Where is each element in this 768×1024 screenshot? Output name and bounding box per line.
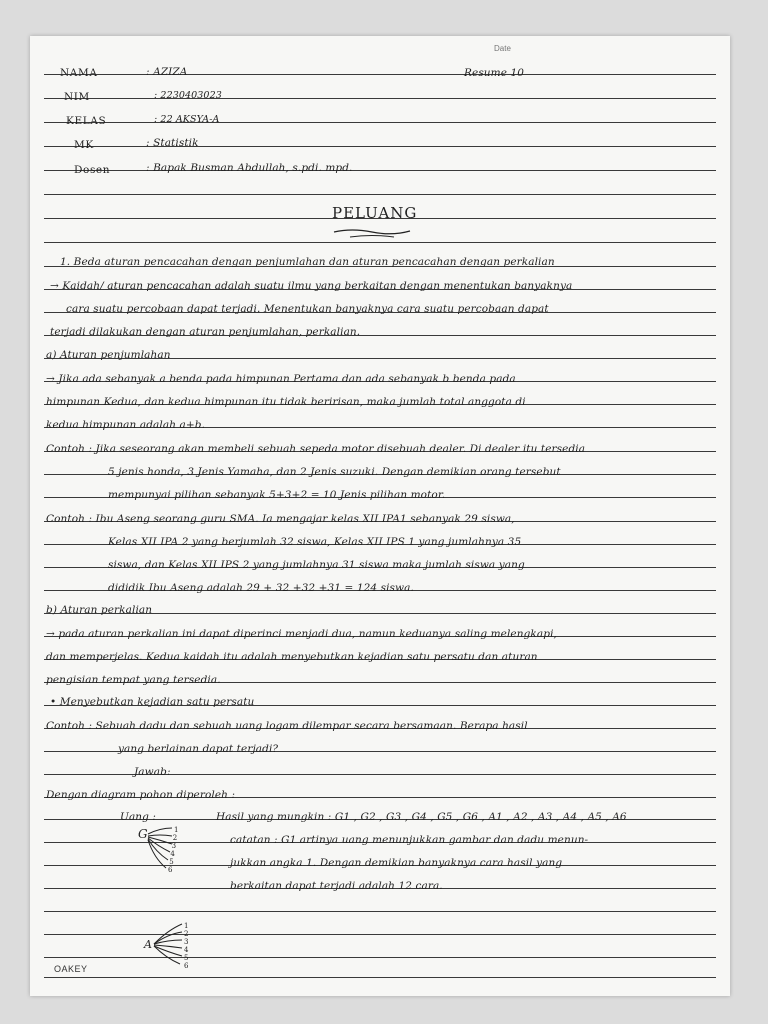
ruled-line — [44, 194, 716, 195]
example-3-line-1: Contoh : Sebuah dadu dan sebuah uang logam dilempar secara bersamaan. Berapa hasil — [46, 720, 528, 732]
tree-g-branch-label: 4 — [170, 850, 175, 858]
page-title: PELUANG — [332, 204, 418, 222]
tree-g-branch-label: 5 — [169, 858, 174, 866]
nim-label: NIM — [64, 91, 90, 103]
brand-logo: OAKEY — [54, 964, 88, 974]
uang-label: Uang : — [120, 811, 157, 823]
tree-g-branch-label: 2 — [172, 834, 178, 842]
example-3-line-2: yang berlainan dapat terjadi? — [118, 743, 279, 755]
tree-a-label: A — [144, 938, 152, 951]
section-b-line-1: → pada aturan perkalian ini dapat diperinci menjadi dua, namun keduanya saling melengkapi, — [46, 628, 557, 640]
answer-label: Jawab: — [134, 766, 171, 778]
section-a-line-3: kedua himpunan adalah a+b. — [46, 419, 206, 431]
example-2-line-1: Contoh : Ibu Aseng seorang guru SMA. Ia mengajar kelas XII IPA1 sebanyak 29 siswa, — [46, 513, 515, 525]
ruled-line — [44, 98, 716, 99]
tree-g-branch-label: 6 — [168, 866, 173, 874]
ruled-line — [44, 74, 716, 75]
title-underline — [332, 226, 412, 240]
tree-a-branch-label: 6 — [184, 962, 189, 970]
resume-label: Resume 10 — [464, 67, 525, 79]
ruled-line — [44, 146, 716, 147]
section-b-line-3: pengisian tempat yang tersedia. — [46, 674, 221, 686]
tree-g-label: G — [138, 827, 148, 841]
example-1-line-3: mempunyai pilihan sebanyak 5+3+2 = 10 Jenis pilihan motor. — [108, 489, 446, 501]
section-b-heading: b) Aturan perkalian — [46, 604, 153, 616]
tree-a-branch-label: 3 — [184, 938, 189, 946]
ruled-line — [44, 170, 716, 171]
nama-label: NAMA — [60, 67, 98, 79]
bullet-heading: • Menyebutkan kejadian satu persatu — [50, 696, 255, 708]
example-1-line-2: 5 jenis honda, 3 Jenis Yamaha, dan 2 Jenis suzuki. Dengan demikian orang tersebut — [108, 466, 561, 478]
section-a-line-1: → Jika ada sebanyak a benda pada himpunan Pertama dan ada sebanyak b benda pada — [46, 373, 516, 385]
section-a-line-2: himpunan Kedua, dan kedua himpunan itu tidak beririsan, maka jumlah total anggota di — [46, 396, 526, 408]
example-2-line-2: Kelas XII IPA 2 yang berjumlah 32 siswa, Kelas XII IPS 1 yang jumlahnya 35 — [108, 536, 522, 548]
note-line-3: berkaitan dapat terjadi adalah 12 cara. — [230, 880, 443, 892]
mk-label: MK — [74, 139, 94, 151]
kelas-label: KELAS — [66, 115, 107, 127]
tree-g-branch-label: 1 — [174, 826, 179, 834]
tree-a-branch-label: 1 — [184, 922, 189, 930]
example-2-line-4: dididik Ibu Aseng adalah 29 + 32 +32 +31 = 124 siswa. — [108, 582, 414, 594]
tree-g-branch-label: 3 — [171, 842, 177, 850]
dosen-label: Dosen — [74, 164, 111, 176]
section-a-heading: a) Aturan penjumlahan — [46, 349, 171, 361]
example-1-line-1: Contoh : Jika seseorang akan membeli sebuah sepeda motor disebuah dealer. Di dealer itu tersedia — [46, 443, 586, 455]
tree-a-branch-label: 5 — [184, 954, 189, 962]
note-line-1: catatan : G1 artinya uang menunjukkan gambar dan dadu menun- — [230, 834, 589, 846]
dosen-value: : Bapak Busman Abdullah, s.pdi. mpd. — [146, 162, 353, 174]
date-label: Date — [494, 44, 511, 53]
answer-line-1: → Kaidah/ aturan pencacahan adalah suatu ilmu yang berkaitan dengan menentukan banyaknya — [50, 280, 573, 292]
section-b-line-2: dan memperjelas. Kedua kaidah itu adalah menyebutkan kejadian satu persatu dan aturan — [46, 651, 538, 663]
possible-results: Hasil yang mungkin : G1 , G2 , G3 , G4 , G5 , G6 , A1 , A2 , A3 , A4 , A5 , A6 — [216, 811, 627, 823]
diagram-intro: Dengan diagram pohon diperoleh : — [46, 789, 236, 801]
answer-line-3: terjadi dilakukan dengan aturan penjumlahan, perkalian. — [50, 326, 361, 338]
tree-a-branch-label: 2 — [184, 930, 189, 938]
question-1: 1. Beda aturan pencacahan dengan penjumlahan dan aturan pencacahan dengan perkalian — [60, 256, 555, 268]
kelas-value: : 22 AKSYA-A — [154, 114, 220, 125]
answer-line-2: cara suatu percobaan dapat terjadi. Menentukan banyaknya cara suatu percobaan dapat — [66, 303, 549, 315]
mk-value: : Statistik — [146, 137, 199, 149]
tree-diagram — [130, 824, 210, 984]
ruled-line — [44, 242, 716, 243]
example-2-line-3: siswa, dan Kelas XII IPS 2 yang jumlahnya 31 siswa maka jumlah siswa yang — [108, 559, 525, 571]
tree-a-branch-label: 4 — [184, 946, 189, 954]
ruled-line — [44, 122, 716, 123]
nim-value: : 2230403023 — [154, 90, 222, 101]
nama-value: : AZIZA — [146, 66, 188, 78]
notebook-page — [30, 36, 730, 996]
note-line-2: jukkan angka 1. Dengan demikian banyaknya cara hasil yang — [230, 857, 563, 869]
